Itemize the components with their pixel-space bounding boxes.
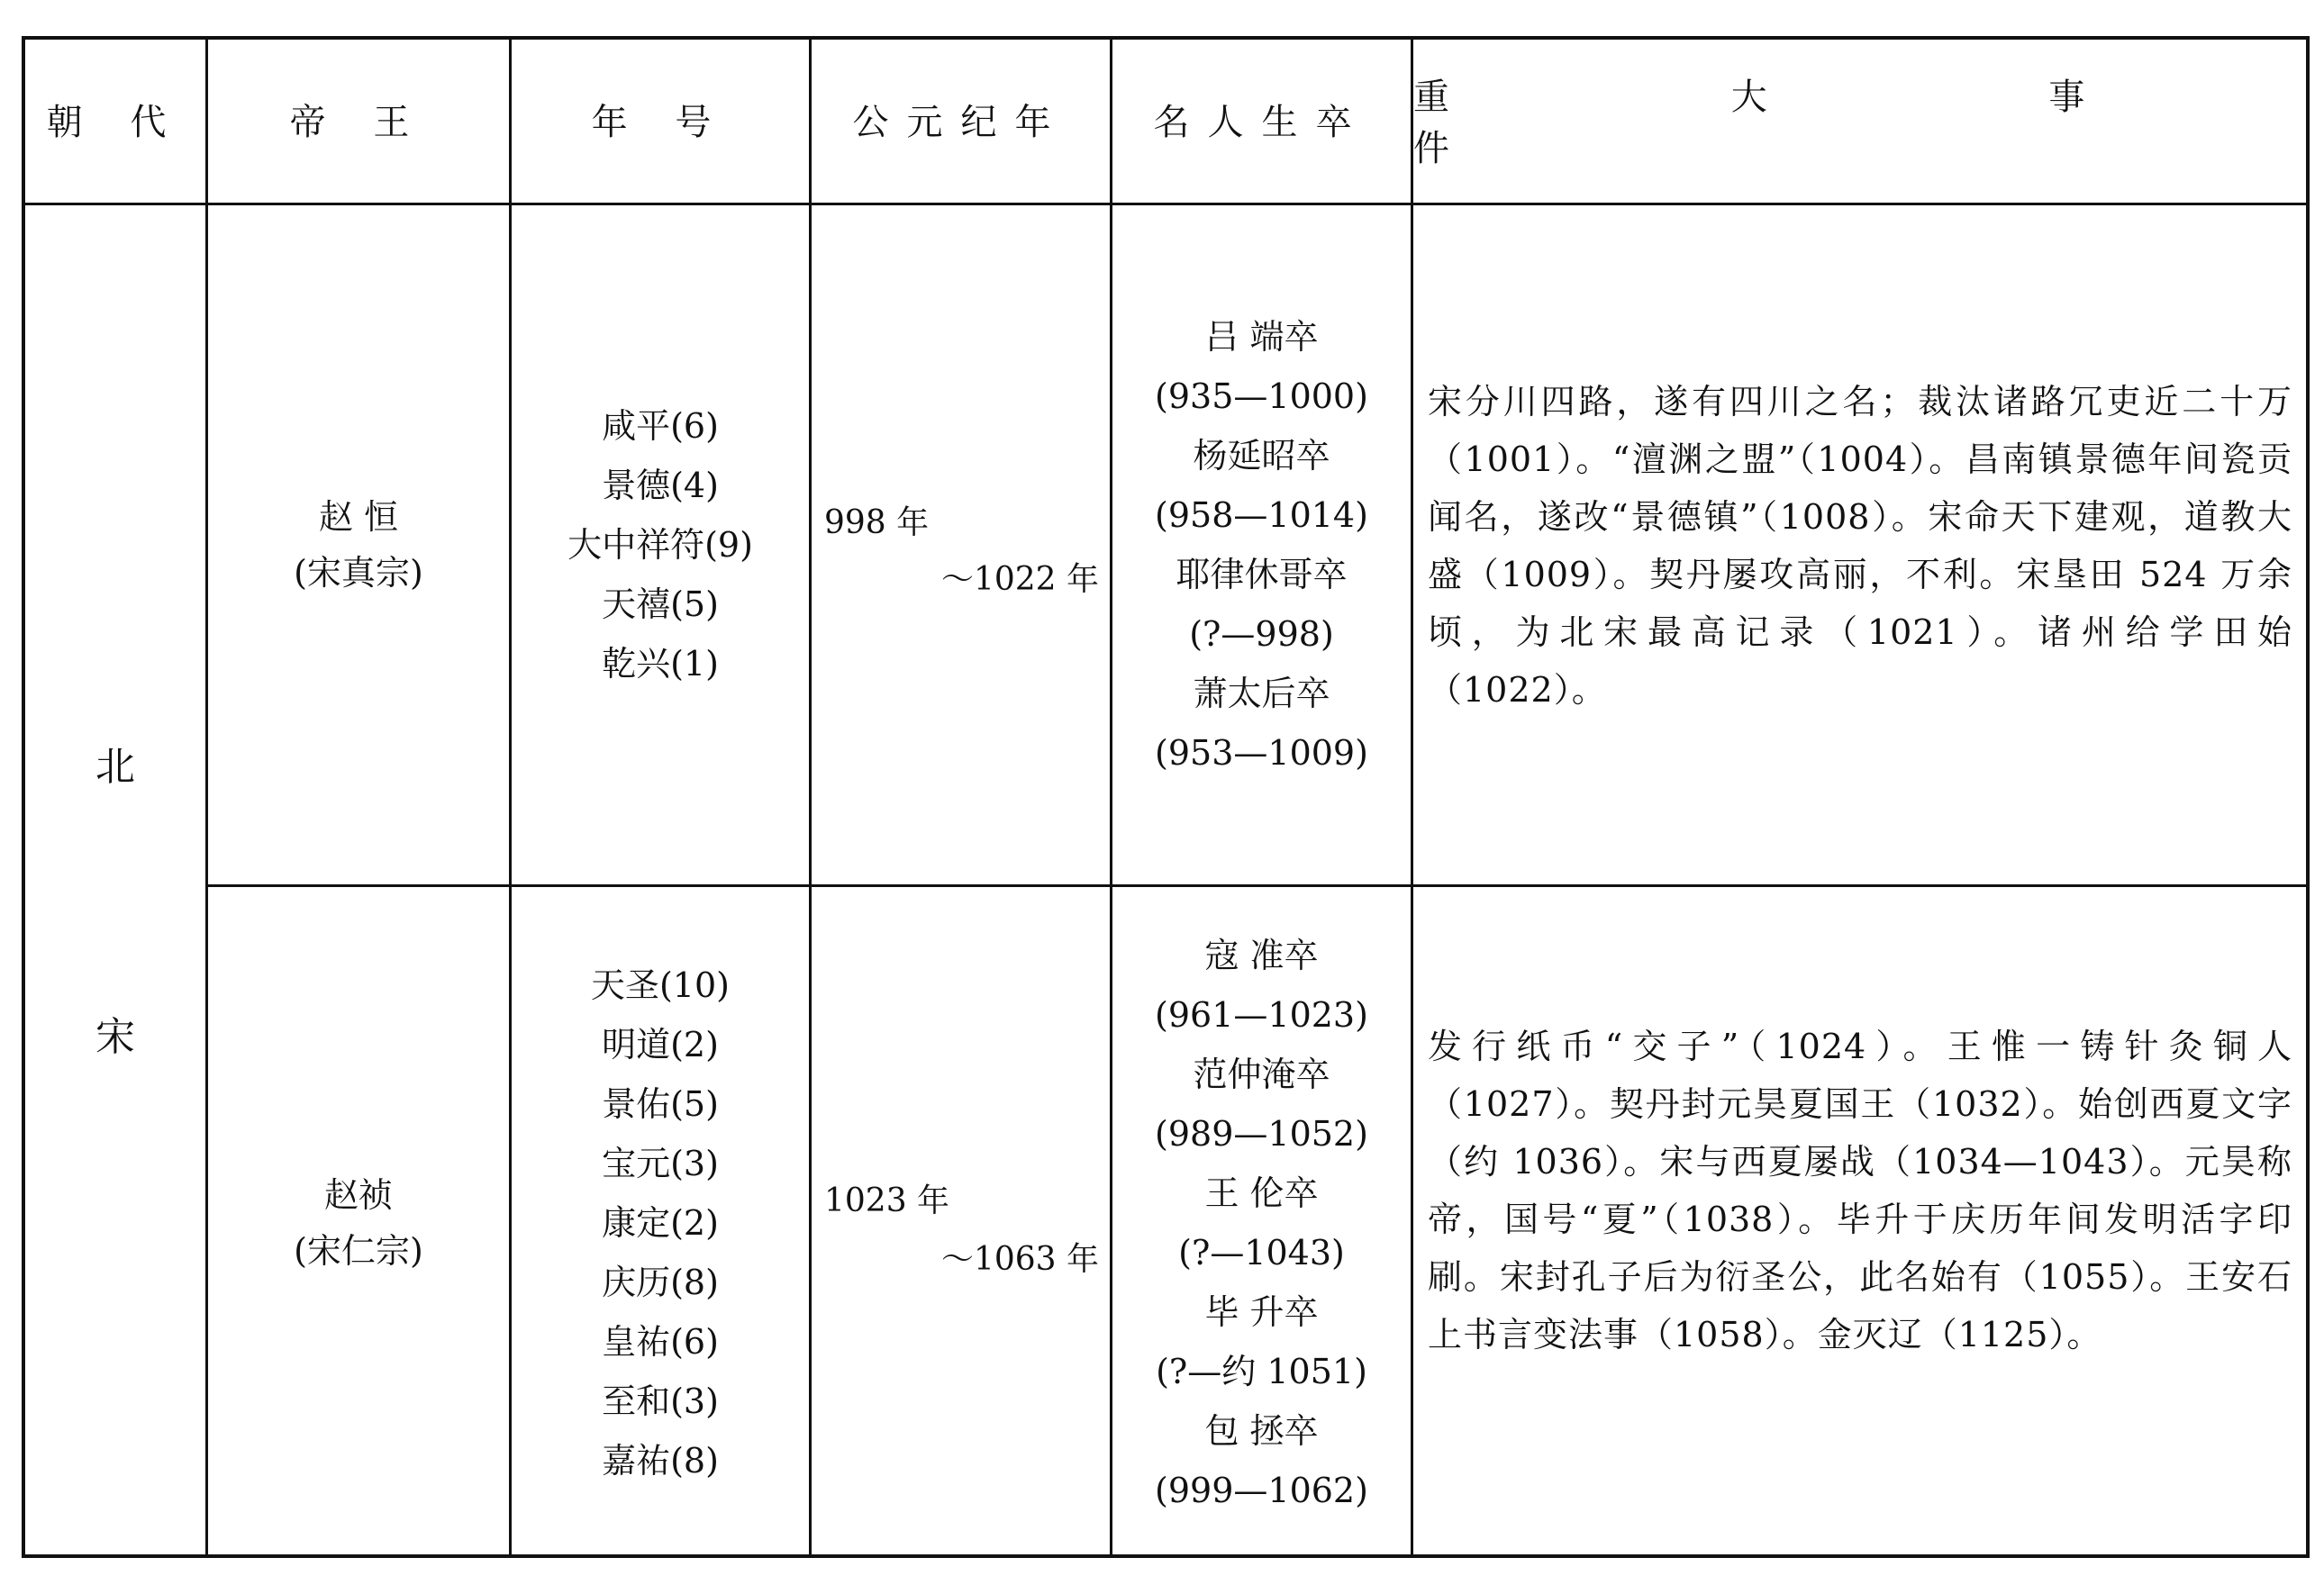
row1-emperor-title: (宋真宗) [294,553,423,593]
header-events: 重 大 事 件 [1413,76,2220,169]
notable-item: 寇 准卒 [1204,935,1319,975]
era-item: 庆历(8) [602,1262,719,1302]
row1-notables [1112,205,1411,884]
notable-item: (?—998) [1189,614,1334,654]
header-notables: 名人生卒 [1153,102,1370,143]
row2-emperor-name: 赵祯 [323,1174,393,1215]
row1-eras [512,205,809,884]
era-item: 乾兴(1) [602,644,719,684]
era-item: 天禧(5) [602,584,719,624]
row1-emperor-name: 赵 恒 [318,497,399,537]
notable-item: (958—1014) [1155,495,1368,535]
notable-item: (999—1062) [1155,1470,1368,1510]
notable-item: 吕 端卒 [1204,317,1319,357]
row2-year-end: ～1063 年 [940,1241,1099,1278]
notable-item: 耶律休哥卒 [1176,555,1348,594]
header-emperor: 帝 王 [289,102,428,143]
notable-item: (953—1009) [1155,733,1368,773]
notable-item: (989—1052) [1155,1113,1368,1154]
notable-item: 毕 升卒 [1204,1291,1319,1332]
col-divider-3 [809,36,812,1558]
era-item: 景德(4) [602,466,719,505]
row2-events: 发行纸币“交子”（1024）。王惟一铸针灸铜人（1027）。契丹封元昊夏国王（1032）。始创西夏文字（约 1036）。宋与西夏屡战（1034—1043）。元昊称帝，国号“夏”（1038）。毕升于庆历年间发明活字印刷。宋封孔子后为衍圣公，此名始有（1055）。王安石上书言变法事（1058）。金灭辽（1125）。 [1428,1027,2292,1354]
row2-emperor [208,887,509,1558]
row2-notables [1112,887,1411,1558]
notable-item: 萧太后卒 [1193,674,1330,713]
row1-year-start: 998 年 [824,504,930,541]
row2-eras [512,887,809,1558]
header-ad-years: 公元纪年 [852,102,1069,143]
dynasty-char-2: 宋 [95,1014,135,1060]
row2-year-start: 1023 年 [824,1182,950,1219]
notable-item: (?—约 1051) [1156,1351,1367,1391]
header-dynasty: 朝 代 [46,102,185,143]
era-item: 明道(2) [602,1024,719,1064]
era-item: 天圣(10) [590,965,730,1005]
notable-item: (935—1000) [1155,376,1368,416]
dynasty-char-1: 北 [95,744,135,790]
era-item: 景佑(5) [602,1083,719,1124]
era-item: 至和(3) [602,1381,719,1421]
era-item: 宝元(3) [602,1143,719,1183]
notable-item: 包 拯卒 [1204,1410,1319,1451]
era-item: 康定(2) [602,1202,719,1243]
col-divider-5 [1411,36,1413,1558]
notable-item: 王 伦卒 [1204,1173,1319,1213]
row1-events: 宋分川四路，遂有四川之名；裁汰诸路冗吏近二十万（1001）。“澶渊之盟”（1004）。昌南镇景德年间瓷贡闻名，遂改“景德镇”（1008）。宋命天下建观，道教大盛（1009）。契丹屡攻高丽，不利。宋垦田 524 万余顷，为北宋最高记录（1021）。诸州给学田始（1022）。 [1428,382,2292,710]
era-item: 嘉祐(8) [602,1440,719,1481]
row2-emperor-title: (宋仁宗) [294,1230,423,1271]
notable-item: (961—1023) [1155,994,1368,1035]
era-item: 大中祥符(9) [567,525,753,565]
notable-item: 杨延昭卒 [1193,436,1330,476]
era-item: 咸平(6) [602,406,719,446]
header-era-name: 年 号 [591,102,730,143]
row1-emperor [208,205,509,884]
row1-year-end: ～1022 年 [940,561,1099,598]
notable-item: (?—1043) [1178,1232,1345,1273]
notable-item: 范仲淹卒 [1193,1054,1330,1094]
era-item: 皇祐(6) [602,1321,719,1362]
